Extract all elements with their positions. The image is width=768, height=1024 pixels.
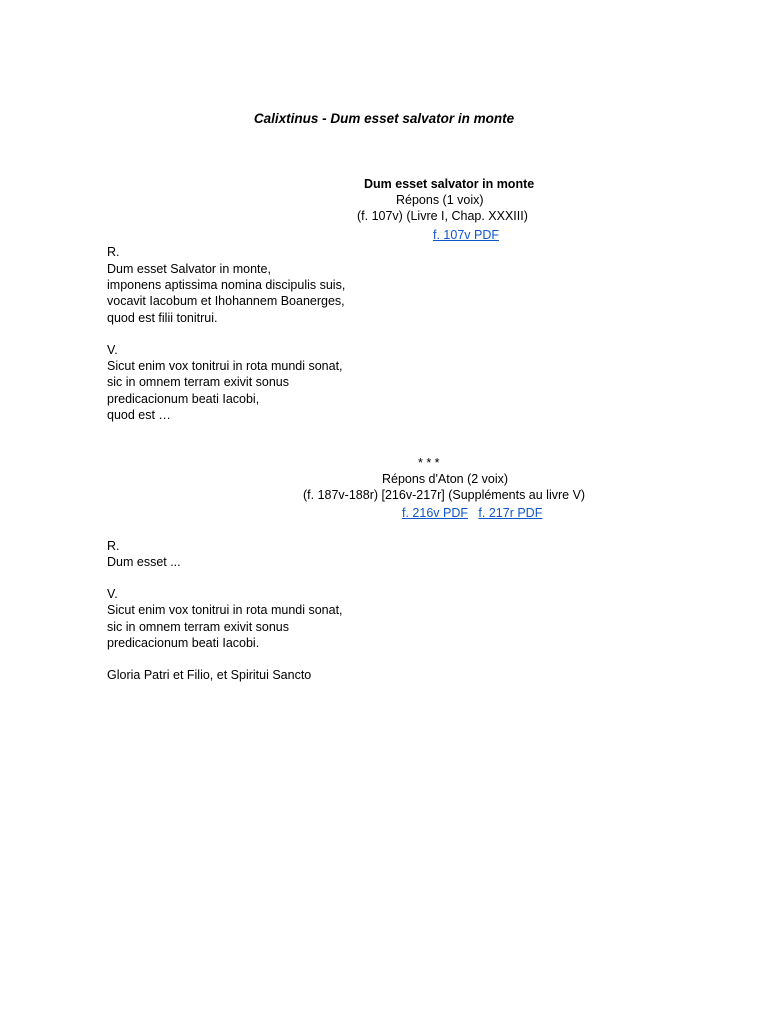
section-heading: Dum esset salvator in monte xyxy=(364,177,535,191)
responsory-line: quod est filii tonitrui. xyxy=(107,311,218,325)
section-subtitle: Répons (1 voix) xyxy=(396,193,484,207)
section-reference: (f. 107v) (Livre I, Chap. XXXIII) xyxy=(357,209,528,223)
pdf-link-107v-text[interactable]: f. 107v PDF xyxy=(433,228,499,242)
verse-line: quod est … xyxy=(107,408,171,422)
verse-label: V. xyxy=(107,587,118,601)
responsory-line: imponens aptissima nomina discipulis suis, xyxy=(107,278,346,292)
verse-line: Sicut enim vox tonitrui in rota mundi sonat, xyxy=(107,603,343,617)
responsory-label: R. xyxy=(107,245,120,259)
pdf-link-107v[interactable] xyxy=(433,227,499,243)
verse-line: sic in omnem terram exivit sonus xyxy=(107,620,290,634)
responsory-line: vocavit Iacobum et Ihohannem Boanerges, xyxy=(107,294,345,308)
section-reference: (f. 187v-188r) [216v-217r] (Suppléments au livre V) xyxy=(303,488,586,502)
verse-label: V. xyxy=(107,343,118,357)
page-title: Calixtinus - Dum esset salvator in monte xyxy=(253,111,515,126)
responsory-label: R. xyxy=(107,539,120,553)
gloria-line: Gloria Patri et Filio, et Spiritui Sancto xyxy=(107,668,312,682)
section-subtitle: Répons d'Aton (2 voix) xyxy=(382,472,509,486)
section-separator: * * * xyxy=(418,456,440,470)
verse-line: Sicut enim vox tonitrui in rota mundi sonat, xyxy=(107,359,343,373)
verse-line: sic in omnem terram exivit sonus xyxy=(107,375,290,389)
responsory-line: Dum esset ... xyxy=(107,555,181,569)
pdf-links xyxy=(402,505,542,521)
verse-line: predicacionum beati Iacobi, xyxy=(107,392,260,406)
responsory-line: Dum esset Salvator in monte, xyxy=(107,262,271,276)
pdf-link-216v[interactable]: f. 216v PDF xyxy=(402,506,468,520)
verse-line: predicacionum beati Iacobi. xyxy=(107,636,260,650)
pdf-link-217r[interactable]: f. 217r PDF xyxy=(478,506,543,520)
